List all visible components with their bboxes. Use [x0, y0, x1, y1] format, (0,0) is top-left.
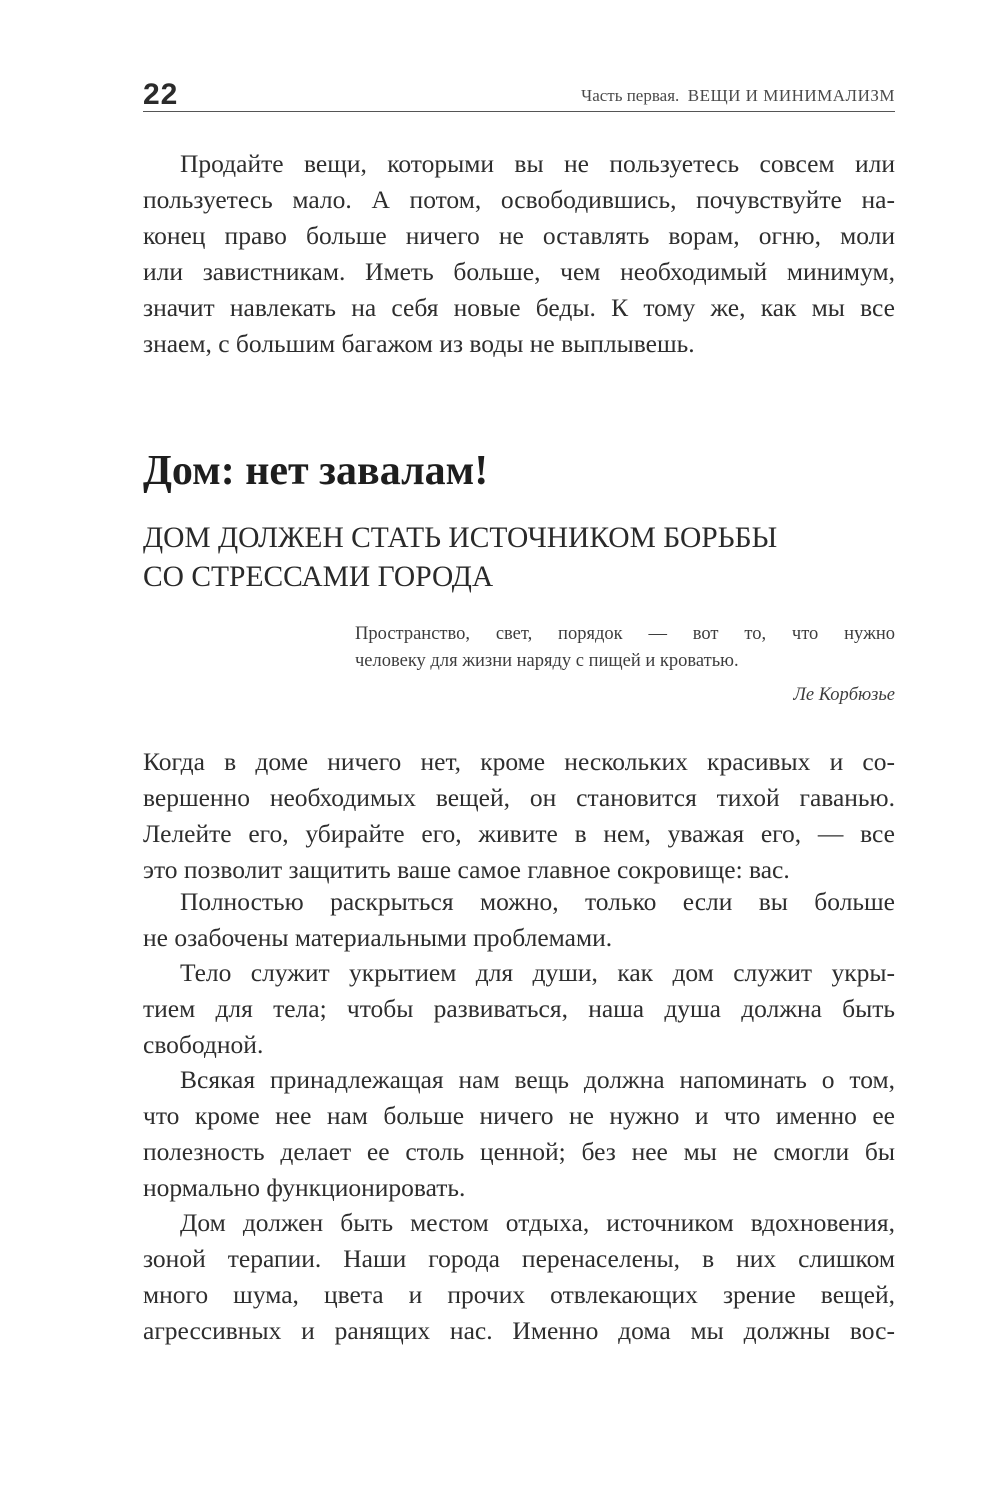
intro-line: конец право больше ничего не оставлять ворам, огню, моли — [143, 221, 895, 250]
body-line: Лелейте его, убирайте его, живите в нем, уважая его, — все — [143, 819, 895, 848]
body-line: много шума, цвета и прочих отвлекающих зрение вещей, — [143, 1280, 895, 1309]
part-title: ВЕЩИ И МИНИМАЛИЗМ — [687, 86, 895, 105]
body-line: вершенно необходимых вещей, он становится тихой гаванью. — [143, 783, 895, 812]
epigraph-line: Пространство, свет, порядок — вот то, что нужно — [355, 624, 895, 644]
epigraph-line: человеку для жизни наряду с пищей и кроватью. — [355, 651, 739, 671]
body-line: агрессивных и ранящих нас. Именно дома мы должны вос- — [143, 1316, 895, 1345]
header-rule — [143, 111, 895, 112]
body-line: что кроме нее нам больше ничего не нужно и что именно ее — [143, 1101, 895, 1130]
epigraph-author: Ле Корбюзье — [793, 685, 895, 705]
page-header — [143, 70, 895, 110]
section-title: Дом: нет завалам! — [143, 448, 489, 494]
section-subtitle-line: ДОМ ДОЛЖЕН СТАТЬ ИСТОЧНИКОМ БОРЬБЫ — [143, 522, 778, 554]
body-line: Когда в доме ничего нет, кроме нескольких красивых и со- — [143, 747, 895, 776]
section-subtitle-line: СО СТРЕССАМИ ГОРОДА — [143, 561, 494, 593]
body-line: Дом должен быть местом отдыха, источником вдохновения, — [180, 1208, 895, 1237]
intro-line: или завистникам. Иметь больше, чем необходимый минимум, — [143, 257, 895, 286]
body-line: это позволит защитить ваше самое главное сокровище: вас. — [143, 855, 790, 884]
body-line: Всякая принадлежащая нам вещь должна напоминать о том, — [180, 1065, 895, 1094]
body-line: тием для тела; чтобы развиваться, наша душа должна быть — [143, 994, 895, 1023]
intro-line: Продайте вещи, которыми вы не пользуетесь совсем или — [180, 149, 895, 178]
body-line: полезность делает ее столь ценной; без нее мы не смогли бы — [143, 1137, 895, 1166]
body-line: Тело служит укрытием для души, как дом служит укры- — [180, 958, 895, 987]
intro-line: значит навлекать на себя новые беды. К тому же, как мы все — [143, 293, 895, 322]
body-line: нормально функционировать. — [143, 1173, 466, 1202]
page-number: 22 — [143, 78, 179, 111]
body-line: зоной терапии. Наши города перенаселены, в них слишком — [143, 1244, 895, 1273]
body-line: свободной. — [143, 1030, 264, 1059]
intro-line: знаем, с большим багажом из воды не выплывешь. — [143, 329, 695, 358]
part-label: Часть первая. — [581, 86, 680, 105]
running-head — [581, 86, 895, 106]
body-line: Полностью раскрыться можно, только если вы больше — [180, 887, 895, 916]
intro-line: пользуетесь мало. А потом, освободившись, почувствуйте на- — [143, 185, 895, 214]
body-line: не озабочены материальными проблемами. — [143, 923, 613, 952]
